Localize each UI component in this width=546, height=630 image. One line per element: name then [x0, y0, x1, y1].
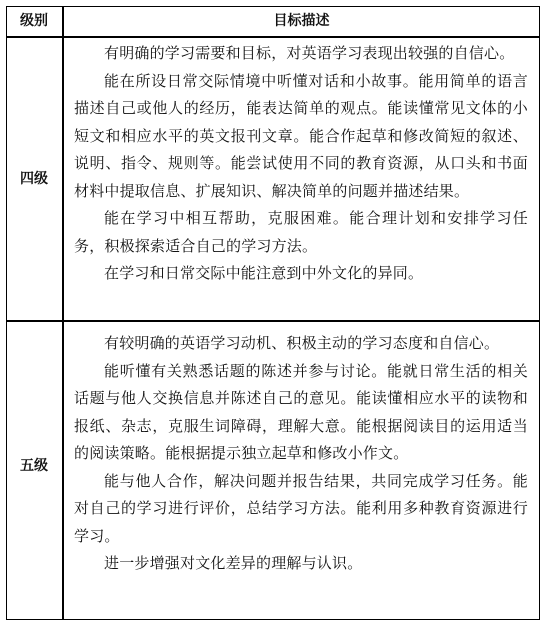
description-paragraph: 能在所设日常交际情境中听懂对话和小故事。能用简单的语言描述自己或他人的经历，能表达简单的观点。能读懂常见文体的小短文和相应水平的英文报刊文章。能合作起草和修改简短的叙述、说明、指令、规则等。能尝试使用不同的教育资源，从口头和书面材料中提取信息、扩展知识、解决简单的问题并描述结果。 — [74, 71, 528, 200]
description-paragraph: 在学习和日常交际中能注意到中外文化的异同。 — [104, 264, 424, 282]
description-cell-four — [74, 40, 528, 288]
description-paragraph: 有明确的学习需要和目标，对英语学习表现出较强的自信心。 — [104, 44, 515, 62]
description-paragraph: 能与他人合作，解决问题并报告结果，共同完成学习任务。能对自己的学习进行评价，总结学习方法。能利用多种教育资源进行学习。 — [74, 471, 528, 545]
level-cell-five: 五级 — [20, 458, 48, 474]
description-paragraph: 进一步增强对文化差异的理解与认识。 — [104, 554, 363, 572]
row-divider — [6, 320, 540, 322]
header-divider — [6, 36, 540, 38]
column-divider — [62, 6, 64, 620]
description-paragraph: 能听懂有关熟悉话题的陈述并参与讨论。能就日常生活的相关话题与他人交换信息并陈述自己的意见。能读懂相应水平的读物和报纸、杂志，克服生词障碍，理解大意。能根据阅读目的运用适当的阅读策略。能根据提示独立起草和修改小作文。 — [74, 361, 528, 462]
level-column-header: 级别 — [20, 13, 48, 29]
description-column-header: 目标描述 — [273, 13, 330, 29]
description-paragraph: 有较明确的英语学习动机、积极主动的学习态度和自信心。 — [104, 334, 500, 352]
description-paragraph: 能在学习中相互帮助，克服困难。能合理计划和安排学习任务，积极探索适合自己的学习方法。 — [74, 209, 528, 255]
level-cell-four: 四级 — [20, 171, 48, 187]
description-cell-five — [74, 330, 528, 578]
